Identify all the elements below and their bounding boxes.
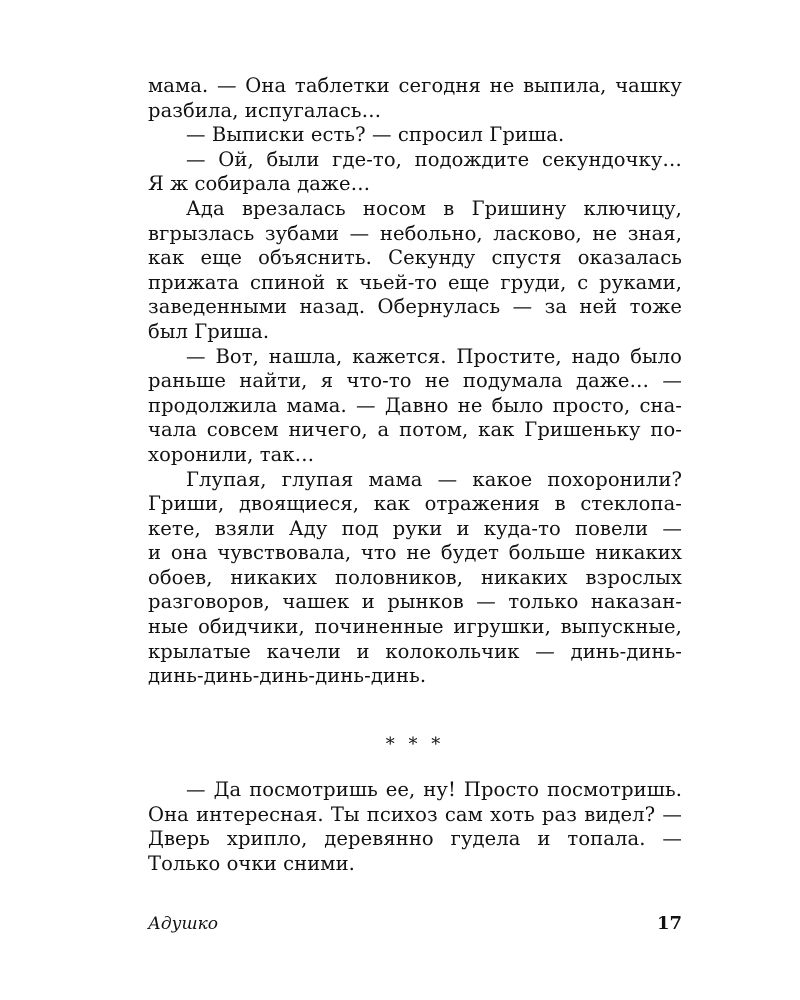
text-line: динь-динь-динь-динь-динь. — [148, 664, 427, 688]
text-line: разбила, испугалась… — [148, 98, 382, 122]
text-line: и она чувствовала, что не будет больше никаких — [148, 541, 682, 565]
text-line: Дверь хрипло, деревянно гудела и топала. — — [148, 827, 682, 851]
text-line: обоев, никаких половников, никаких взрослых — [148, 565, 682, 589]
text-line: ные обидчики, починенные игрушки, выпускные, — [148, 615, 682, 639]
footer-page-number: 17 — [656, 913, 682, 934]
text-line: продолжила мама. — Давно не было просто, сна- — [148, 393, 682, 417]
text-line: прижата спиной к чьей-то еще груди, с руками, — [148, 270, 682, 294]
text-line: — Ой, были где-то, подождите секундочку… — [186, 147, 682, 171]
text-line: Я ж собирала даже… — [148, 172, 371, 196]
section-separator: * * * — [385, 734, 445, 755]
text-block-2 — [148, 778, 682, 876]
text-line: раньше найти, я что-то не подумала даже… — — [148, 369, 682, 393]
text-line: крылатые качели и колокольчик — динь-динь- — [148, 639, 682, 663]
text-line: хоронили, так… — [148, 442, 315, 466]
text-line: чала совсем ничего, а потом, как Гришеньку по- — [148, 418, 682, 442]
text-line: Только очки сними. — [148, 851, 355, 875]
text-line: Ада врезалась носом в Гришину ключицу, — [186, 196, 682, 220]
text-line: — Вот, нашла, кажется. Простите, надо было — [186, 344, 682, 368]
text-block-1 — [148, 74, 682, 689]
text-line: был Гриша. — [148, 319, 270, 343]
text-line: как еще объяснить. Секунду спустя оказалась — [148, 246, 682, 270]
text-line: мама. — Она таблетки сегодня не выпила, чашку — [148, 74, 682, 97]
text-line: заведенными назад. Обернулась — за ней тоже — [148, 295, 682, 319]
text-line: Она интересная. Ты психоз сам хоть раз видел? — — [148, 802, 682, 826]
text-line: вгрызлась зубами — небольно, ласково, не зная, — [148, 221, 682, 245]
text-line: — Да посмотришь ее, ну! Просто посмотришь. — [186, 778, 682, 801]
footer-book-title: Адушко — [148, 914, 219, 934]
text-line: — Выписки есть? — спросил Гриша. — [186, 123, 565, 147]
text-line: разговоров, чашек и рынков — только наказан- — [148, 590, 682, 614]
text-line: Гриши, двоящиеся, как отражения в стеклопа- — [148, 492, 682, 516]
text-line: кете, взяли Аду под руки и куда-то повели — — [148, 516, 682, 540]
text-line: Глупая, глупая мама — какое похоронили? — [186, 467, 682, 491]
